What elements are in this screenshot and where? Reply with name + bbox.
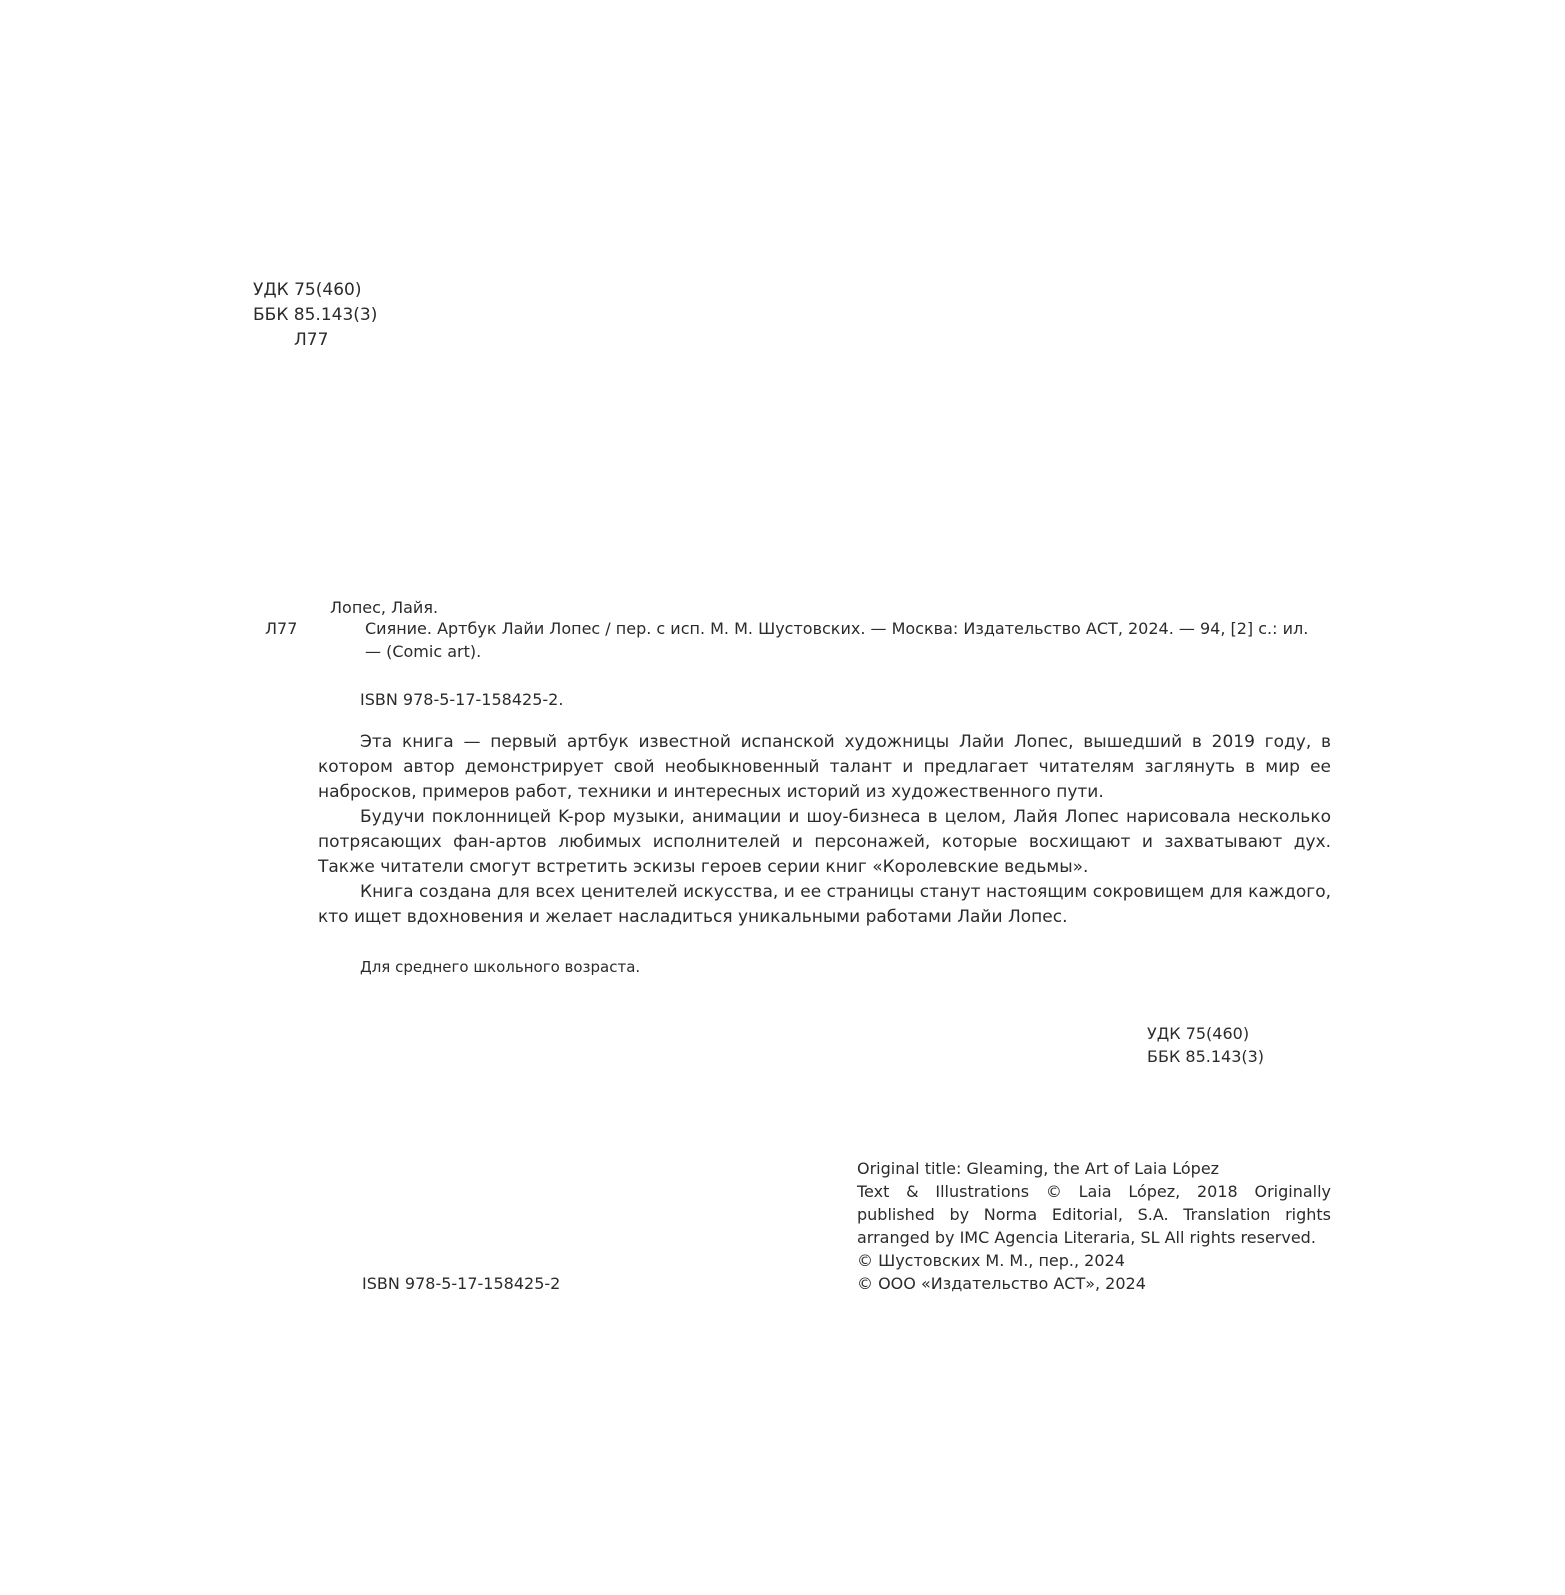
classification-block-bottom	[1147, 1022, 1264, 1068]
bib-cutter-code: Л77	[265, 619, 298, 638]
annotation-paragraph: Эта книга — первый артбук известной испанской художницы Лайи Лопес, вышедший в 2019 году, в котором автор демонстрирует свой необыкновенный талант и предлагает читателям заглянуть в мир ее набросков, примеров работ, техники и интересных историй из художественного пути.	[318, 732, 1331, 802]
author-heading: Лопес, Лайя.	[330, 598, 439, 617]
age-note: Для среднего школьного возраста.	[360, 958, 641, 976]
udk-code: УДК 75(460)	[1147, 1024, 1250, 1043]
annotation-paragraph: Будучи поклонницей K-pop музыки, анимации и шоу-бизнеса в целом, Лайя Лопес нарисовала несколько потрясающих фан-артов любимых исполнителей и персонажей, которые восхищают и захватывают дух. Также читатели смогут встретить эскизы героев серии книг «Королевские ведьмы».	[318, 807, 1331, 877]
publisher-copyright: © ООО «Издательство АСТ», 2024	[857, 1274, 1146, 1293]
cutter-code: Л77	[294, 330, 329, 350]
bbk-code: ББК 85.143(3)	[253, 305, 378, 325]
rights-notice: Text & Illustrations © Laia López, 2018 Originally published by Norma Editorial, S.A. Translation rights arranged by IMC Agencia Literaria, SL All rights reserved.	[857, 1182, 1331, 1247]
udk-code: УДК 75(460)	[253, 280, 362, 300]
annotation-paragraph: Книга создана для всех ценителей искусства, и ее страницы станут настоящим сокровищем для каждого, кто ищет вдохновения и желает насладиться уникальными работами Лайи Лопес.	[318, 882, 1331, 927]
bibliographic-description: Сияние. Артбук Лайи Лопес / пер. с исп. М. М. Шустовских. — Москва: Издательство АСТ, 2024. — 94, [2] с.: ил. — (Comic art).	[365, 619, 1309, 661]
annotation	[318, 730, 1331, 930]
bbk-code: ББК 85.143(3)	[1147, 1047, 1265, 1066]
original-title: Original title: Gleaming, the Art of Laia López	[857, 1159, 1220, 1178]
copyright-block	[857, 1157, 1331, 1295]
classification-block-top	[253, 278, 377, 353]
translator-copyright: © Шустовских М. М., пер., 2024	[857, 1251, 1125, 1270]
isbn-bottom: ISBN 978-5-17-158425-2	[362, 1274, 561, 1293]
isbn-line: ISBN 978-5-17-158425-2.	[360, 690, 564, 709]
